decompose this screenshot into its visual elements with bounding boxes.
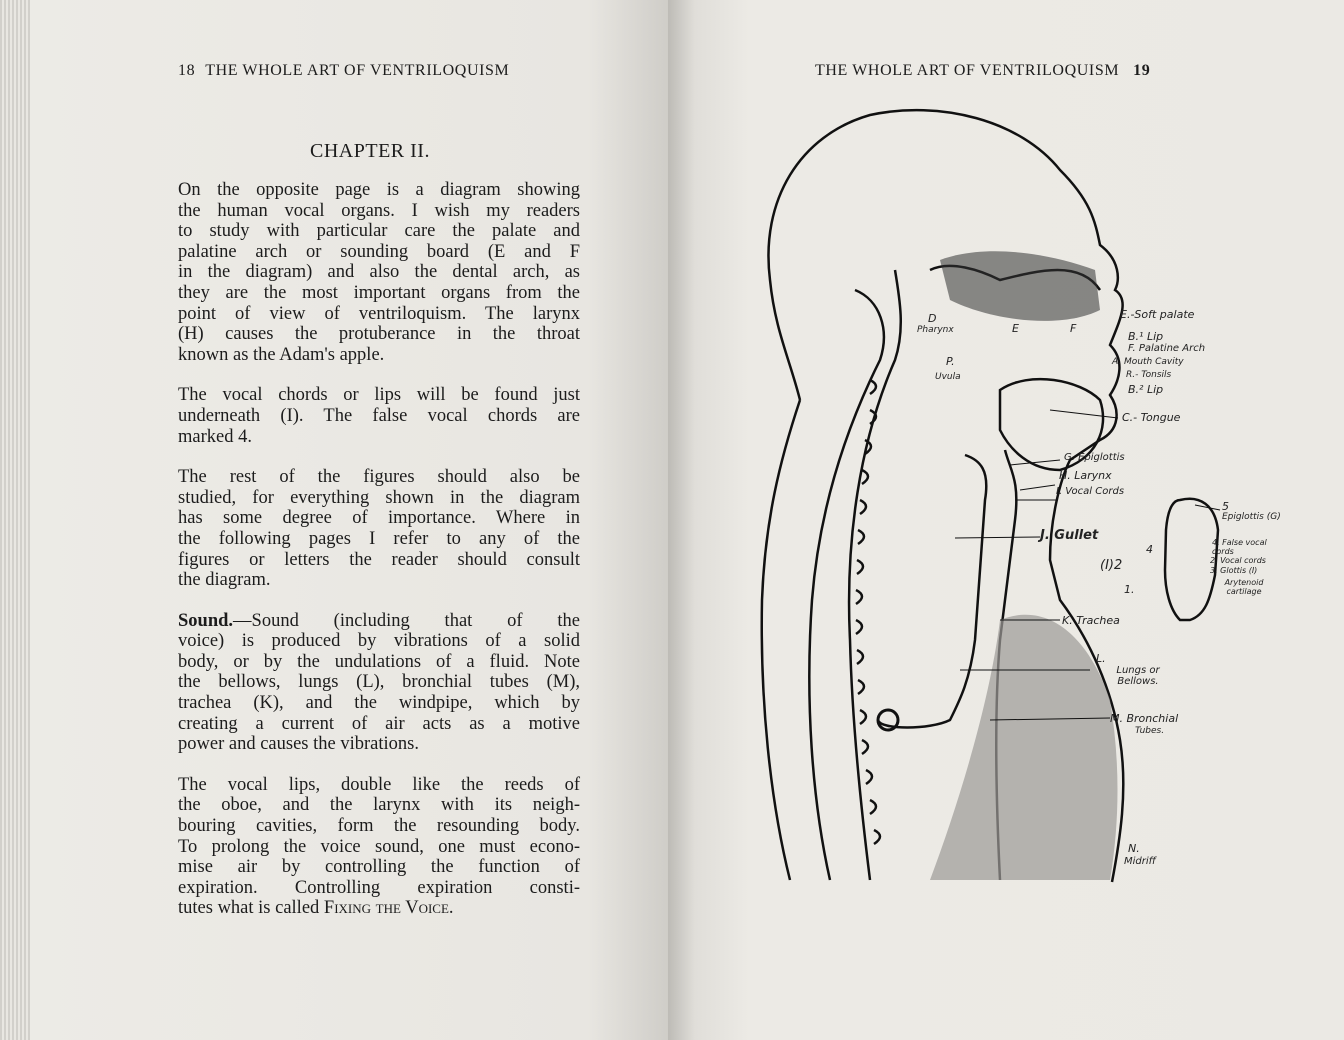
text-span: —Sound (including that of the (233, 610, 580, 631)
inset-label-1: 1. (1124, 583, 1135, 596)
label-l: L. (1096, 652, 1106, 665)
text-line: expiration. Controlling expiration consti- (178, 877, 580, 898)
text-line: trachea (K), and the windpipe, which by (178, 693, 580, 714)
text-line: the diagram. (178, 570, 271, 591)
text-line: underneath (I). The false vocal chords are (178, 405, 580, 426)
inset-label-epiglottis: Epiglottis (G) (1222, 512, 1281, 522)
label-b2-lip: B.² Lip (1128, 383, 1164, 396)
text-line: marked 4. (178, 426, 252, 447)
text-line: The vocal chords or lips will be found just (178, 385, 580, 406)
label-lungs: Lungs or Bellows. (1116, 665, 1160, 687)
running-head-text: THE WHOLE ART OF VENTRILOQUISM (815, 62, 1120, 79)
text-line: they are the most important organs from the (178, 282, 580, 303)
text-line: The rest of the figures should also be (178, 467, 580, 488)
running-head-text: THE WHOLE ART OF VENTRILOQUISM (205, 62, 510, 79)
lungs-shading (930, 615, 1118, 880)
text-line: body, or by the undulations of a fluid. Note (178, 651, 580, 672)
label-bronchial: M. Bronchial (1110, 712, 1179, 725)
page-number: 19 (1133, 62, 1151, 79)
text-line: mise air by controlling the function of (178, 857, 580, 878)
inset-label-glottis: 3. Glottis (I) (1210, 566, 1258, 575)
text-line: in the diagram) and also the dental arch, as (178, 262, 580, 283)
text-line: power and causes the vibrations. (178, 734, 419, 755)
inset-label-i2: (I)2 (1100, 558, 1123, 573)
label-epiglottis: G. Epiglottis (1064, 452, 1125, 463)
text-line: bouring cavities, form the resounding body. (178, 816, 580, 837)
text-line: The vocal lips, double like the reeds of (178, 774, 580, 795)
label-trachea: K. Trachea (1062, 614, 1120, 627)
label-larynx: H. Larynx (1059, 469, 1112, 482)
label-d: D (928, 312, 937, 325)
text-line: On the opposite page is a diagram showing (178, 180, 580, 200)
label-bronchial-tubes: Tubes. (1135, 726, 1165, 736)
text-span: tutes what is called (178, 898, 324, 919)
text-line: the bellows, lungs (L), bronchial tubes (M), (178, 672, 580, 693)
inset-label-vocal-cords: 2. Vocal cords (1210, 556, 1266, 565)
label-palatine-arch: F. Palatine Arch (1128, 343, 1206, 354)
text-line: point of view of ventriloquism. The larynx (178, 303, 580, 324)
label-pharynx: Pharynx (917, 325, 954, 335)
sound-heading: Sound. (178, 610, 234, 631)
label-p: P. (946, 355, 955, 368)
text-line: palatine arch or sounding board (E and F (178, 241, 580, 262)
label-mouth-cavity: A. Mouth Cavity (1112, 357, 1184, 367)
label-uvula: Uvula (935, 372, 961, 382)
label-b1-lip: B.¹ Lip (1128, 330, 1164, 343)
text-line: creating a current of air acts as a motive (178, 713, 580, 734)
text-line: (H) causes the protuberance in the throat (178, 324, 580, 345)
chapter-title: CHAPTER II. (310, 140, 430, 162)
text-line: the human vocal organs. I wish my readers (178, 200, 580, 221)
inset-label-4: 4 (1146, 543, 1153, 556)
label-e-inner: E (1012, 322, 1019, 335)
fixing-the-voice-term: Fixing the Voice. (323, 898, 454, 919)
label-tonsils: R.- Tonsils (1126, 370, 1172, 380)
inset-label-arytenoid: Arytenoid cartilage (1224, 578, 1264, 596)
label-vocal-cords: I. Vocal Cords (1056, 486, 1125, 497)
text-line: figures or letters the reader should consult (178, 549, 580, 570)
text-line: the following pages I refer to any of the (178, 528, 580, 549)
text-line: studied, for everything shown in the diagram (178, 487, 580, 508)
label-n: N. (1128, 842, 1140, 855)
text-line: To prolong the voice sound, one must econo- (178, 836, 580, 857)
label-midriff: Midriff (1124, 856, 1156, 867)
label-gullet: J. Gullet (1040, 528, 1099, 543)
label-tongue: C.- Tongue (1122, 411, 1181, 424)
text-line: known as the Adam's apple. (178, 344, 385, 365)
label-f-inner: F (1070, 322, 1077, 335)
text-line: voice) is produced by vibrations of a solid (178, 631, 580, 652)
text-line: has some degree of importance. Where in (178, 508, 580, 529)
inset-label-5: 5 (1222, 500, 1229, 513)
text-line: to study with particular care the palate and (178, 221, 580, 242)
text-line: the oboe, and the larynx with its neigh- (178, 795, 580, 816)
inset-label-false-cords: 4. False vocal cords (1212, 538, 1267, 556)
label-soft-palate: E.-Soft palate (1120, 308, 1195, 321)
page-number: 18 (178, 62, 196, 79)
